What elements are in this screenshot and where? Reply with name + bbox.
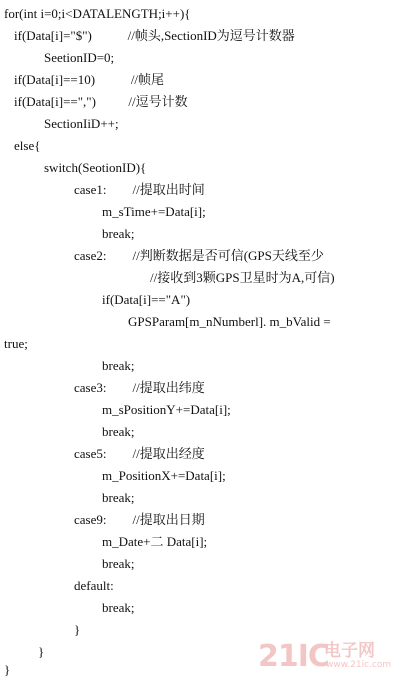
code-line: break;	[102, 490, 135, 505]
code-line: GPSParam[m_nNumberl]. m_bValid =	[128, 314, 331, 329]
code-line: m_Date+二 Data[i];	[102, 534, 208, 549]
code-line: if(Data[i]="$") //帧头,SectionID为逗号计数器	[14, 28, 295, 43]
code-line: }	[4, 662, 11, 677]
code-line: case2: //判断数据是否可信(GPS天线至少	[74, 248, 324, 263]
code-line: break;	[102, 358, 135, 373]
code-line: for(int i=0;i<DATALENGTH;i++){	[4, 6, 191, 21]
code-line: default:	[74, 578, 114, 593]
code-line: break;	[102, 226, 135, 241]
code-line: SectionIiD++;	[44, 116, 119, 131]
watermark-number: 21IC	[258, 639, 329, 674]
code-line: }	[74, 622, 81, 637]
code-line: m_PositionX+=Data[i];	[102, 468, 226, 483]
code-line: switch(SeotionID){	[44, 160, 147, 175]
code-line: m_sPositionY+=Data[i];	[102, 402, 231, 417]
code-line: SeetionID=0;	[44, 50, 115, 65]
site-watermark-logo	[258, 640, 398, 674]
code-line: else{	[14, 138, 41, 153]
code-line: }	[38, 644, 45, 659]
code-line: break;	[102, 600, 135, 615]
code-line: break;	[102, 556, 135, 571]
code-line: true;	[4, 336, 28, 351]
code-line: case9: //提取出日期	[74, 512, 205, 527]
code-line: if(Data[i]==",") //逗号计数	[14, 94, 188, 109]
code-line: if(Data[i]==10) //帧尾	[14, 72, 165, 87]
code-line: case3: //提取出纬度	[74, 380, 205, 395]
code-line: case5: //提取出经度	[74, 446, 205, 461]
code-line: //接收到3颗GPS卫星时为A,可信)	[150, 270, 335, 285]
code-line: case1: //提取出时间	[74, 182, 205, 197]
code-line: break;	[102, 424, 135, 439]
code-line: if(Data[i]=="A")	[102, 292, 191, 307]
code-line: m_sTime+=Data[i];	[102, 204, 206, 219]
watermark-chinese: 电子网	[324, 641, 375, 661]
watermark-domain: www.21ic.com	[326, 660, 392, 670]
